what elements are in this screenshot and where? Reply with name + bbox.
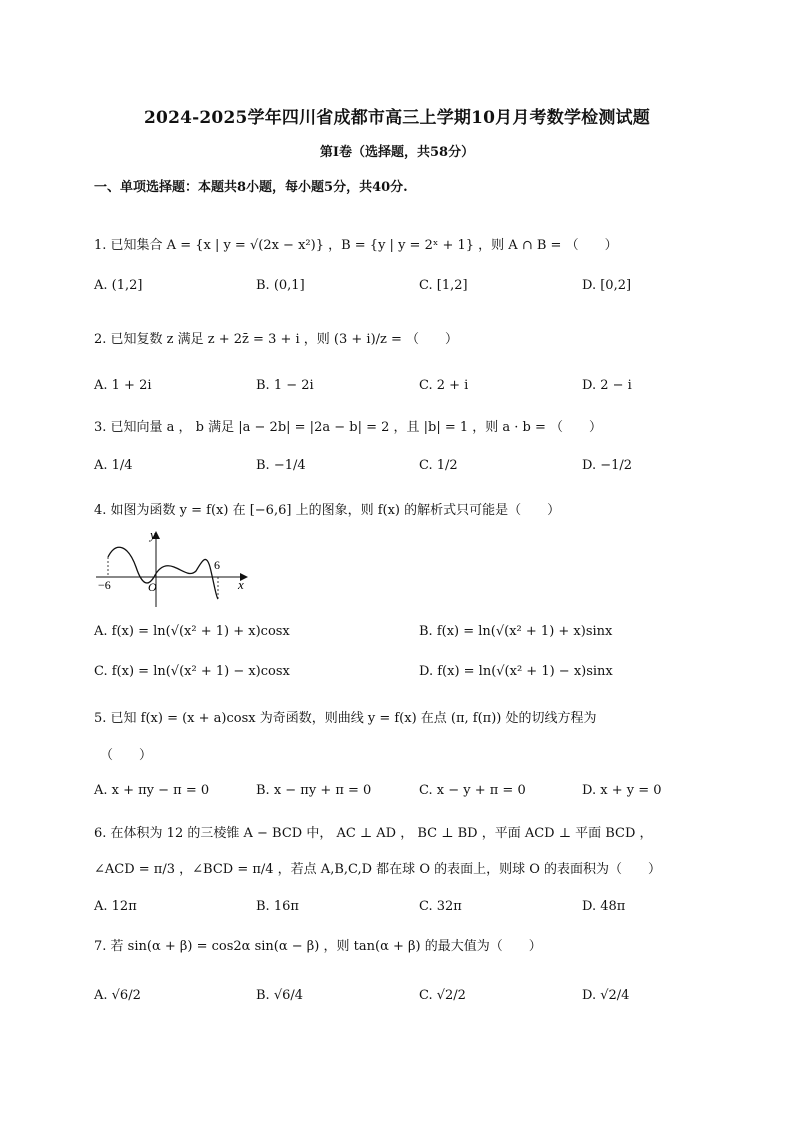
question-7-stem: 7. 若 sin(α + β) = cos2α sin(α − β) ，则 tan(α + β) 的最大值为（ ） (94, 939, 542, 954)
question-6-option-d: D. 48π (582, 899, 626, 914)
question-1-stem: 1. 已知集合 A = {x | y = √(2x − x²)} ，B = {y | y = 2ˣ + 1} ，则 A ∩ B = （ ） (94, 238, 618, 253)
question-6-option-b: B. 16π (256, 899, 299, 914)
question-4-stem: 4. 如图为函数 y = f(x) 在 [−6,6] 上的图象，则 f(x) 的解析式只可能是（ ） (94, 503, 561, 518)
x-axis-label: x (238, 577, 244, 592)
question-3-option-c: C. 1/2 (419, 458, 458, 473)
question-3-options (94, 458, 714, 484)
question-6-option-a: A. 12π (94, 899, 137, 914)
question-3-option-d: D. −1/2 (582, 458, 633, 473)
question-6-options (94, 899, 714, 925)
question-3-option-a: A. 1/4 (94, 458, 133, 473)
question-2-options (94, 378, 714, 404)
question-1-option-c: C. [1,2] (419, 278, 468, 293)
question-1-option-d: D. [0,2] (582, 278, 632, 293)
question-4-options (94, 624, 714, 684)
question-4-option-b: B. f(x) = ln(√(x² + 1) + x)sinx (419, 624, 613, 639)
y-axis-label: y (150, 527, 156, 542)
function-curve (108, 547, 218, 599)
question-2-option-d: D. 2 − i (582, 378, 632, 393)
function-graph (94, 527, 254, 607)
origin-label: O (148, 580, 157, 594)
question-6-option-c: C. 32π (419, 899, 462, 914)
question-5-option-c: C. x − y + π = 0 (419, 783, 526, 798)
question-6-stem: 6. 在体积为 12 的三棱锥 A − BCD 中， AC ⊥ AD ， BC ⊥ BD ，平面 ACD ⊥ 平面 BCD ， (94, 826, 653, 841)
question-2-option-c: C. 2 + i (419, 378, 469, 393)
question-5-stem: 5. 已知 f(x) = (x + a)cosx 为奇函数，则曲线 y = f(x) 在点 (π, f(π)) 处的切线方程为 (94, 711, 597, 726)
question-4-option-d: D. f(x) = ln(√(x² + 1) − x)sinx (419, 664, 613, 679)
page-title: 2024-2025学年四川省成都市高三上学期10月月考数学检测试题 (144, 108, 650, 128)
question-6-stem-continued: ∠ACD = π/3 ，∠BCD = π/4 ，若点 A,B,C,D 都在球 O 的表面上，则球 O 的表面积为（ ） (94, 862, 662, 877)
part-subtitle: 第I卷（选择题，共58分） (319, 145, 475, 160)
tick-label-neg6: −6 (98, 578, 111, 592)
section-heading: 一、单项选择题：本题共8小题，每小题5分，共40分. (94, 180, 408, 195)
question-7-option-a: A. √6/2 (94, 988, 141, 1003)
question-4-option-a: A. f(x) = ln(√(x² + 1) + x)cosx (94, 624, 290, 639)
question-2-option-b: B. 1 − 2i (256, 378, 314, 393)
question-7-option-b: B. √6/4 (256, 988, 304, 1003)
question-3-stem: 3. 已知向量 a ， b 满足 |a − 2b| = |2a − b| = 2 ，且 |b| = 1 ，则 a · b = （ ） (94, 420, 603, 435)
question-7-option-d: D. √2/4 (582, 988, 630, 1003)
question-1-option-b: B. (0,1] (256, 278, 305, 293)
question-1-options (94, 278, 714, 304)
question-2-option-a: A. 1 + 2i (94, 378, 152, 393)
question-5-option-b: B. x − πy + π = 0 (256, 783, 372, 798)
tick-label-6: 6 (214, 558, 220, 572)
question-3-option-b: B. −1/4 (256, 458, 306, 473)
question-5-stem-continued: （ ） (100, 748, 153, 763)
question-1-option-a: A. (1,2] (94, 278, 143, 293)
question-5-options (94, 783, 714, 809)
question-5-option-a: A. x + πy − π = 0 (94, 783, 210, 798)
question-7-options (94, 988, 714, 1014)
question-2-stem: 2. 已知复数 z 满足 z + 2z̄ = 3 + i ，则 (3 + i)/z = （ ） (94, 332, 459, 347)
question-4-option-c: C. f(x) = ln(√(x² + 1) − x)cosx (94, 664, 290, 679)
question-5-option-d: D. x + y = 0 (582, 783, 662, 798)
question-7-option-c: C. √2/2 (419, 988, 466, 1003)
